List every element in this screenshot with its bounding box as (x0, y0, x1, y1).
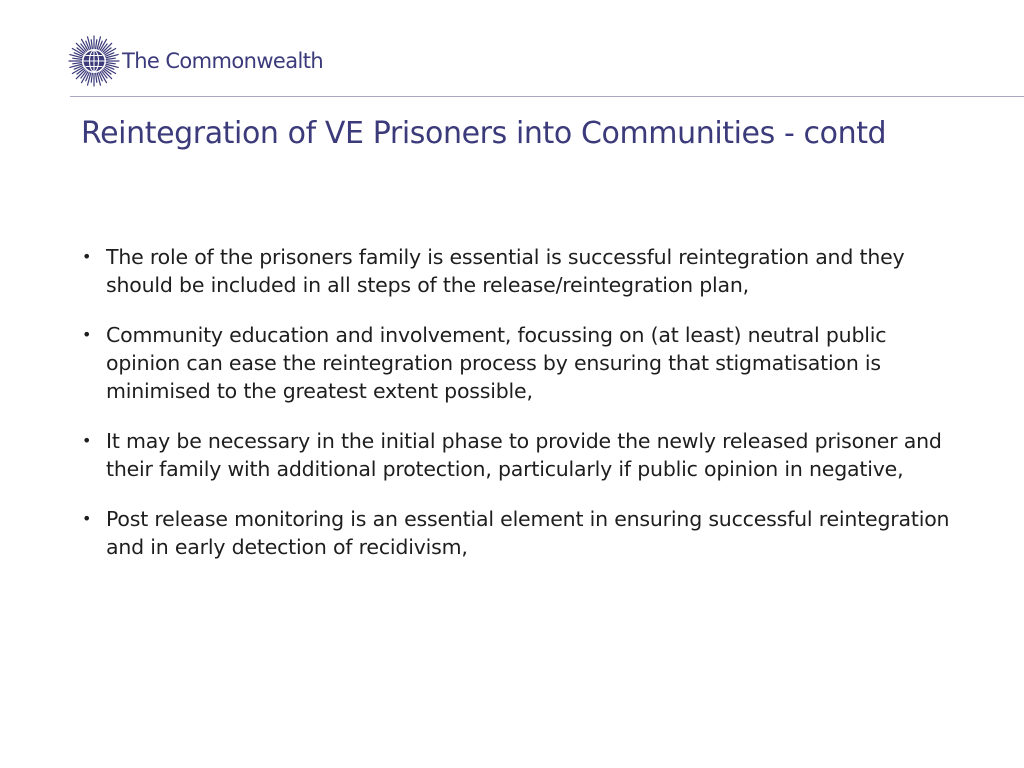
header-divider (70, 96, 1024, 97)
commonwealth-globe-icon (68, 35, 120, 87)
bullet-point-icon: • (82, 247, 92, 266)
bullet-text: Post release monitoring is an essential element in ensuring successful reintegration and in early detection of recidivism, (106, 507, 950, 559)
bullet-text: The role of the prisoners family is essential is successful reintegration and they should be included in all steps of the release/reintegration plan, (106, 245, 905, 297)
logo-ray (106, 58, 115, 59)
bullet-point-icon: • (82, 431, 92, 450)
bullet-point-icon: • (82, 509, 92, 528)
bullet-text: It may be necessary in the initial phase to provide the newly released prisoner and their family with additional protection, particularly if public opinion in negative, (106, 429, 942, 481)
logo-ray (96, 40, 97, 49)
logo-ray (91, 73, 92, 82)
bullet-item (80, 321, 950, 405)
logo-ray (106, 63, 115, 64)
logo-wordmark: The Commonwealth (122, 48, 324, 73)
bullet-item (80, 243, 950, 299)
bullet-list (80, 243, 950, 583)
logo-ray (73, 58, 82, 59)
bullet-item (80, 427, 950, 483)
slide-title: Reintegration of VE Prisoners into Communities - contd (81, 116, 887, 151)
logo-ray (96, 73, 97, 82)
bullet-text: Community education and involvement, focussing on (at least) neutral public opinion can ease the reintegration process by ensuring that stigmatisation is minimised to the greatest extent possible, (106, 323, 887, 403)
logo-ray (73, 63, 82, 64)
commonwealth-logo (68, 34, 323, 88)
slide-header (0, 0, 1024, 98)
logo-ray (91, 40, 92, 49)
bullet-point-icon: • (82, 325, 92, 344)
bullet-item (80, 505, 950, 561)
